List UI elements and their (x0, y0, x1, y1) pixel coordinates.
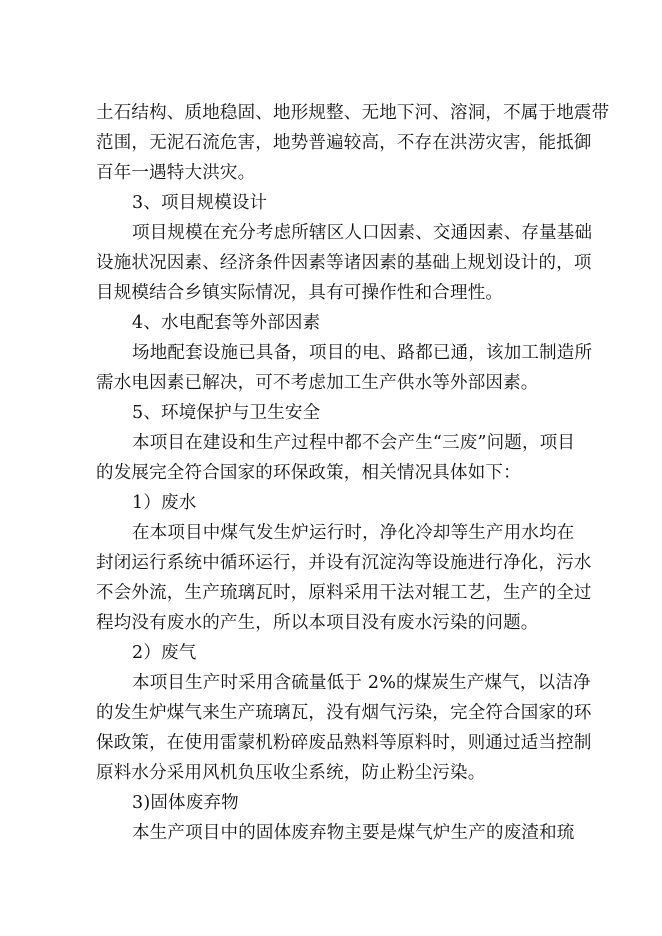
paragraph-first-line: 本生产项目中的固体废弃物主要是煤气炉生产的废渣和琉 (132, 823, 575, 843)
section-heading: 3、项目规模设计 (132, 193, 268, 213)
body-text-line: 不会外流，生产琉璃瓦时，原料采用干法对辊工艺，生产的全过 (96, 583, 592, 603)
body-text-line: 的发展完全符合国家的环保政策，相关情况具体如下： (96, 463, 521, 483)
body-text-line: 设施状况因素、经济条件因素等诸因素的基础上规划设计的，项 (96, 253, 592, 273)
paragraph-first-line: 场地配套设施已具备，项目的电、路都已通，该加工制造所 (132, 343, 593, 363)
body-text-line: 保政策，在使用雷蒙机粉碎废品熟料等原料时，则通过适当控制 (96, 733, 592, 753)
paragraph-first-line: 项目规模在充分考虑所辖区人口因素、交通因素、存量基础 (132, 223, 593, 243)
body-text-line: 百年一遇特大洪灾。 (96, 163, 256, 183)
subsection-heading: 2）废气 (132, 643, 197, 663)
body-text-line: 需水电因素已解决，可不考虑加工生产供水等外部因素。 (96, 373, 539, 393)
body-text-line: 范围，无泥石流危害，地势普遍较高，不存在洪涝灾害，能抵御 (96, 133, 592, 153)
paragraph-first-line: 在本项目中煤气发生炉运行时，净化冷却等生产用水均在 (132, 523, 575, 543)
body-text-line: 程均没有废水的产生，所以本项目没有废水污染的问题。 (96, 613, 539, 633)
paragraph-first-line: 本项目生产时采用含硫量低于 2%的煤炭生产煤气，以洁净 (132, 673, 591, 693)
section-heading: 5、环境保护与卫生安全 (132, 403, 321, 423)
body-text-line: 的发生炉煤气来生产琉璃瓦，没有烟气污染，完全符合国家的环 (96, 703, 592, 723)
subsection-heading: 3)固体废弃物 (132, 793, 239, 813)
body-text-line: 土石结构、质地稳固、地形规整、无地下河、溶洞，不属于地震带 (96, 103, 610, 123)
paragraph-first-line: 本项目在建设和生产过程中都不会产生“三废”问题，项目 (132, 433, 576, 453)
section-heading: 4、水电配套等外部因素 (132, 313, 321, 333)
body-text-line: 原料水分采用风机负压收尘系统，防止粉尘污染。 (96, 763, 486, 783)
body-text-line: 封闭运行系统中循环运行，并设有沉淀沟等设施进行净化，污水 (96, 553, 592, 573)
subsection-heading: 1）废水 (132, 493, 197, 513)
body-text-line: 目规模结合乡镇实际情况，具有可操作性和合理性。 (96, 283, 504, 303)
